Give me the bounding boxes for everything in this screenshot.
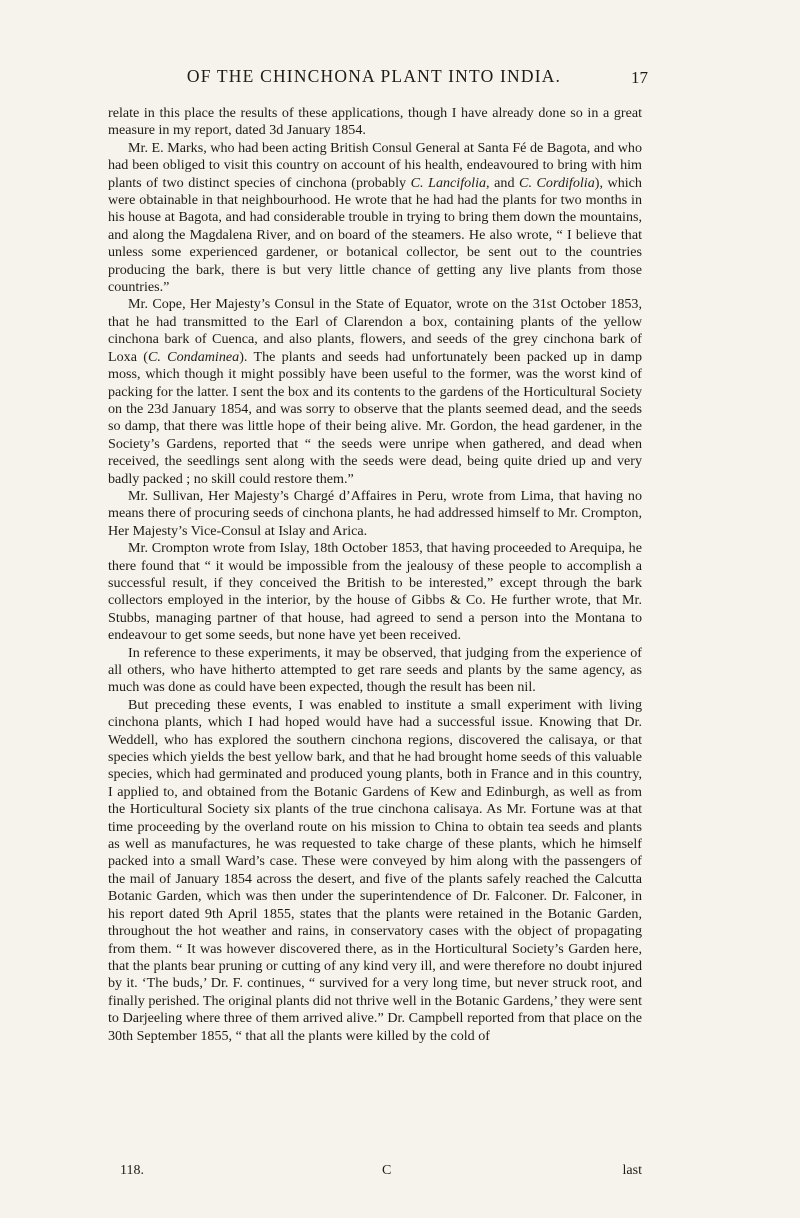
- signature-mark: C: [382, 1163, 392, 1178]
- page-footer: [108, 1163, 642, 1181]
- body-text: [108, 105, 642, 1045]
- paragraph-crompton: Mr. Crompton wrote from Islay, 18th October 1853, that having proceeded to Arequipa, he there found that “ it would be impossible from the jealousy of these people to accomplish a successful result, if they conceived the British to be interested,” except through the bark collectors employed in the interior, by the house of Gibbs & Co. He further wrote, that Mr. Stubbs, managing partner of that house, had agreed to send a person into the Montana to endeavour to get some seeds, but none have yet been received.: [108, 540, 642, 644]
- sheet-number: 118.: [120, 1163, 144, 1178]
- species-name: C. Lancifolia,: [410, 174, 490, 191]
- text-span: ), which were obtainable in that neighbourhood. He wrote that he had had the plants for two months in his house at Bagota, and had considerable trouble in trying to bring them down the mountains, and along the Magdalena River, and on board of the steamers. He also wrote, “ I believe that unless some experienced gardener, or botanical collector, be sent out to the countries producing the bark, there is but very little chance of getting any live plants from those countries.”: [108, 174, 642, 296]
- text-span: Mr. E. Marks, who had been acting British Consul General at Santa Fé de Bagota, and who had been obliged to visit this country on account of his health, endeavoured to bring with him plants of two distinct species of cinchona (probably: [108, 139, 642, 191]
- paragraph-reference: In reference to these experiments, it may be observed, that judging from the experience of all others, who have hitherto attempted to get rare seeds and plants by the same agency, as much was done as could have been expected, though the result has been nil.: [108, 644, 642, 696]
- species-name: C. Cordifolia: [519, 174, 595, 191]
- paragraph-cope: [108, 296, 642, 487]
- text-span: and: [489, 174, 520, 191]
- paragraph-marks: [108, 140, 642, 297]
- species-name: C. Condaminea: [147, 348, 240, 365]
- page-number: 17: [631, 68, 648, 87]
- catchword: last: [622, 1163, 642, 1178]
- running-title: OF THE CHINCHONA PLANT INTO INDIA.: [186, 66, 562, 86]
- text-span: Mr. Cope, Her Majesty’s Consul in the State of Equator, wrote on the 31st October 1853, that he had transmitted to the Earl of Clarendon a box, containing plants of the yellow cinchona bark of Cuenca, and also plants, flowers, and seeds of the grey cinchona bark of Loxa (: [108, 296, 642, 365]
- paragraph-sullivan: Mr. Sullivan, Her Majesty’s Chargé d’Affaires in Peru, wrote from Lima, that having no means there of procuring seeds of cinchona plants, he had addressed himself to Mr. Crompton, Her Majesty’s Vice-Consul at Islay and Arica.: [108, 487, 642, 539]
- paragraph: relate in this place the results of these applications, though I have already done so in a great measure in my report, dated 3d January 1854.: [108, 105, 642, 139]
- paragraph-experiment: But preceding these events, I was enabled to institute a small experiment with living cinchona plants, which I had hoped would have had a successful issue. Knowing that Dr. Weddell, who has explored the southern cinchona regions, discovered the calisaya, or that species which yields the best yellow bark, and that he had brought home seeds of this valuable species, which had germinated and produced young plants, both in France and in this country, I applied to, and obtained from the Botanic Gardens of Kew and Edinburgh, as well as from the Horticultural Society six plants of the true cinchona calisaya. As Mr. Fortune was at that time proceeding by the overland route on his mission to China to obtain tea seeds and plants as well as manufactures, he was requested to take charge of these plants, which he himself packed into a small Ward’s case. These were conveyed by him along with the passengers of the mail of January 1854 across the desert, and five of the plants safely reached the Calcutta Botanic Garden, which was then under the superintendence of Dr. Falconer. Dr. Falconer, in his report dated 9th April 1855, states that the plants were retained in the Botanic Garden, throughout the hot weather and rains, in conservatory cases with the object of propagating from them. “ It was however discovered there, as in the Horticultural Society’s Garden here, that the plants bear pruning or cutting of any kind very ill, and were therefore no doubt injured by it. ‘The buds,’ Dr. F. continues, “ survived for a very long time, but never struck root, and finally perished. The original plants did not thrive well in the Botanic Gardens,’ they were sent to Darjeeling where three of them arrived alive.” Dr. Campbell reported from that place on the 30th September 1855, “ that all the plants were killed by the cold of: [108, 696, 642, 1044]
- text-span: ). The plants and seeds had unfortunately been packed up in damp moss, which though it might possibly have been useful to the former, was the worst kind of packing for the latter. I sent the box and its contents to the gardens of the Horticultural Society on the 23d January 1854, and was sorry to observe that the plants seemed dead, and the seeds so damp, that there was little hope of their being alive. Mr. Gordon, the head gardener, in the Society’s Gardens, reported that “ the seeds were unripe when gathered, and dead when received, the seedlings sent along with the seeds were dead, being quite dried up and very badly packed ; no skill could restore them.”: [108, 348, 642, 487]
